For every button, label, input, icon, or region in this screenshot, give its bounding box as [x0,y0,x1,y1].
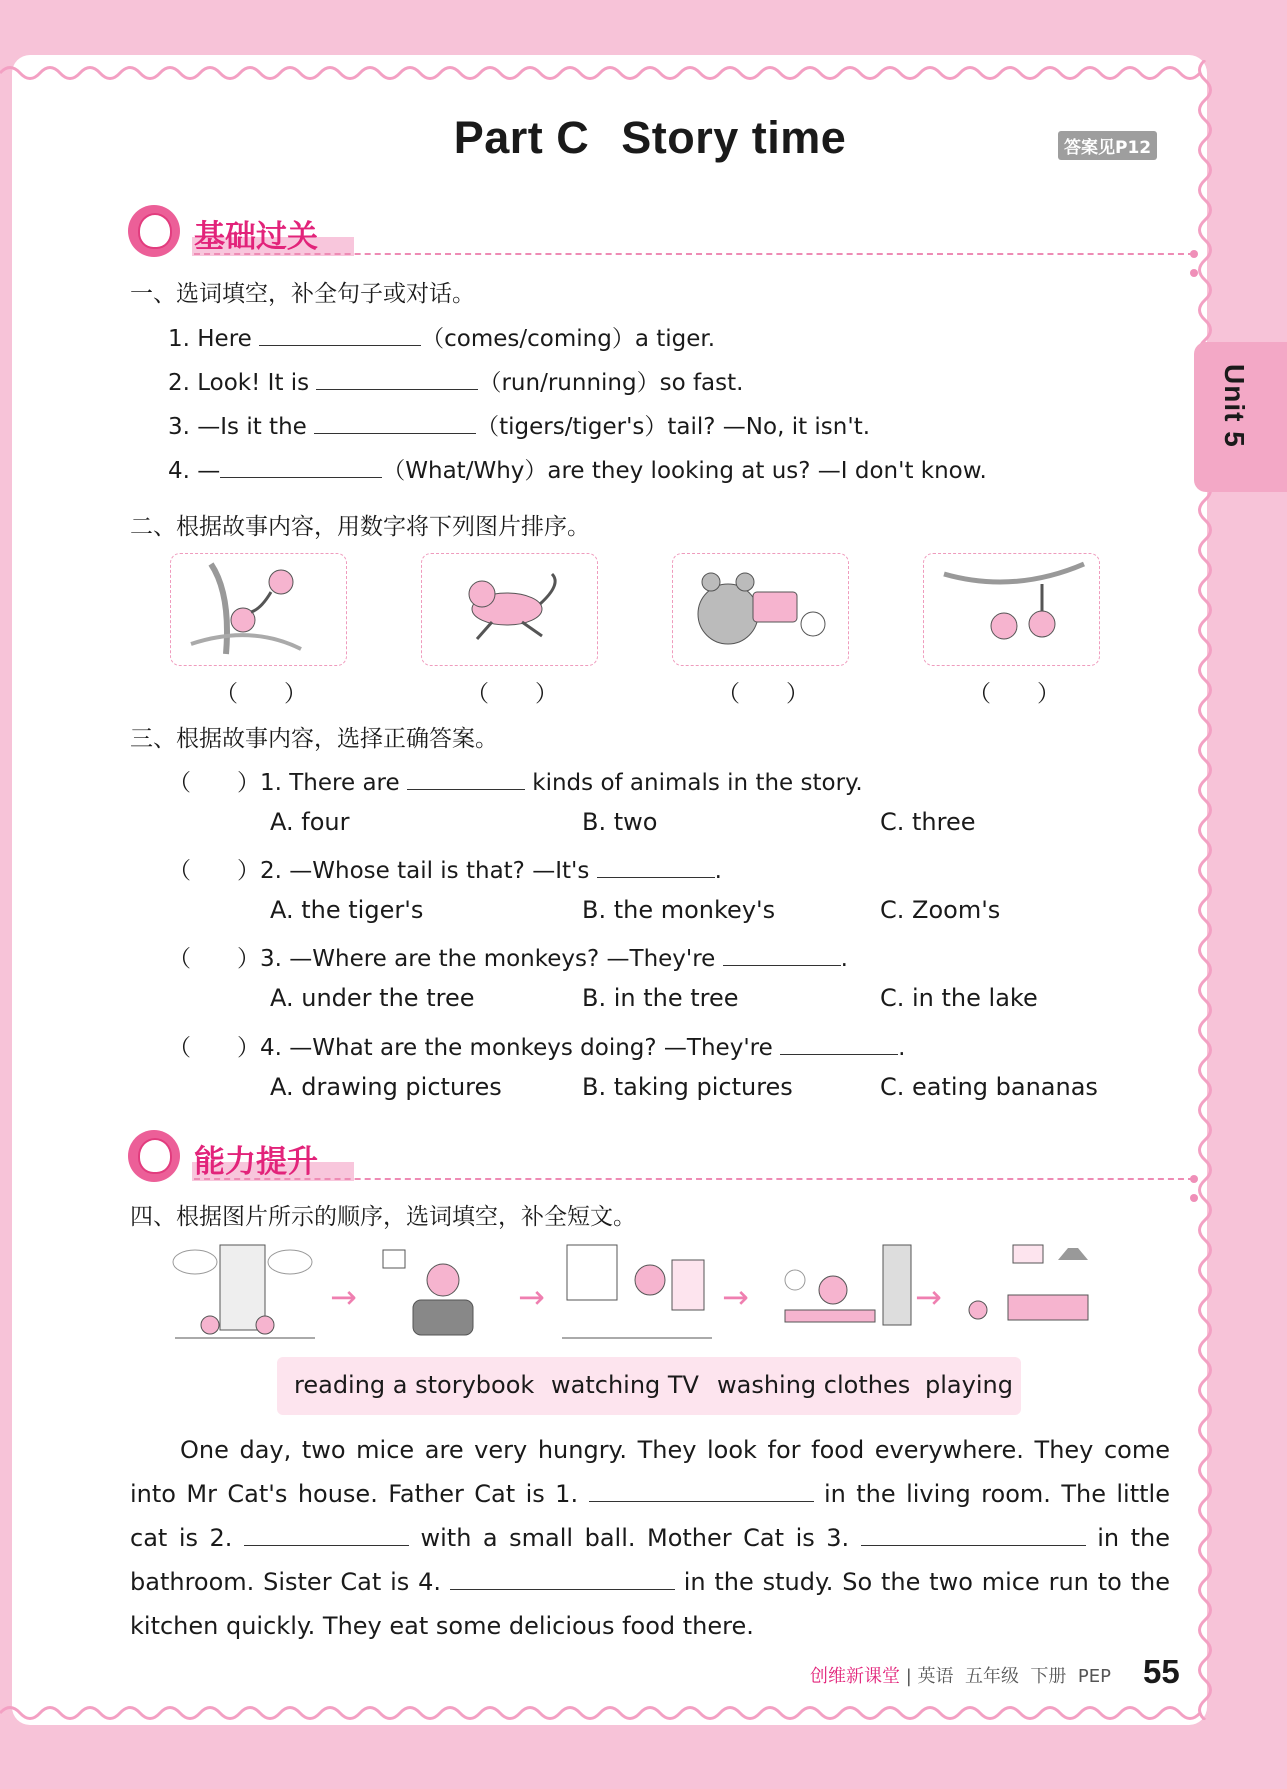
option-a: A. drawing pictures [270,1073,502,1101]
option-a: A. four [270,808,350,836]
option-c: C. in the lake [880,984,1038,1012]
question-stem-end: kinds of animals in the story. [532,770,863,796]
choice-paren[interactable]: （ ） [168,770,260,796]
part1-item-1 [168,320,715,353]
part4-heading: 四、根据图片所示的顺序，选词填空，补全短文。 [130,1204,636,1230]
wavy-border-right [1192,60,1218,1720]
mice-at-door-illustration [165,1240,320,1344]
title-story: Story time [621,112,847,163]
passage-text: in the study. So the two mice run to the kitchen quickly. They eat some delicious food there. [130,1568,1171,1640]
word-option: washing clothes [717,1371,911,1399]
option-a: A. the tiger's [270,896,424,924]
answer-blank[interactable] [259,323,421,346]
item-options: （run/running）so fast. [478,370,744,396]
story-picture-1 [170,553,347,666]
question-stem-end: . [714,858,722,884]
word-option: playing [925,1371,1013,1399]
wavy-border-top [0,60,1287,86]
divider-dots [1190,1168,1201,1206]
order-answer-4[interactable]: （ ） [968,681,1060,707]
part1-item-2 [168,364,743,397]
monkey-face-icon [128,205,180,257]
answer-blank-3[interactable] [861,1523,1086,1546]
option-b: B. two [582,808,658,836]
part3-question-4 [168,1029,905,1062]
section-header-basic [128,205,1173,257]
part3-heading: 三、根据故事内容，选择正确答案。 [130,726,498,752]
item-options: （comes/coming）a tiger. [421,326,716,352]
word-bank [277,1357,1021,1415]
section-divider [194,1178,1194,1180]
answer-blank[interactable] [723,943,841,966]
footer-info: 英语 五年级 下册 PEP [917,1666,1111,1687]
order-answer-2[interactable]: （ ） [466,681,558,707]
monkey-face-icon [128,1130,180,1182]
question-stem: 1. There are [260,770,400,796]
section-divider [194,253,1194,255]
section-header-advanced [128,1130,1173,1182]
option-a: A. under the tree [270,984,475,1012]
answer-blank[interactable] [407,767,525,790]
story-picture-2 [421,553,598,666]
word-option: watching TV [551,1371,699,1399]
choice-paren[interactable]: （ ） [168,858,260,884]
item-options: （tigers/tiger's）tail? —No, it isn't. [476,414,871,440]
arrow-icon: → [330,1278,357,1316]
order-answer-3[interactable]: （ ） [717,681,809,707]
monkeys-in-tree-illustration [924,554,1099,665]
choice-paren[interactable]: （ ） [168,1035,260,1061]
answer-blank[interactable] [220,455,382,478]
bear-with-camera-illustration [673,554,848,665]
question-stem: 3. —Where are the monkeys? —They're [260,946,716,972]
story-passage [130,1428,1170,1648]
sister-cat-reading-illustration [765,1240,915,1344]
passage-text: with a small ball. Mother Cat is 3. [420,1524,850,1552]
passage-text: One day, two mice are very hungry. They look for food everywhere. They come into Mr Cat's house. Father Cat is 1. [130,1436,1170,1508]
story-picture-3 [672,553,849,666]
question-stem: 4. —What are the monkeys doing? —They're [260,1035,773,1061]
wavy-border-bottom [0,1700,1287,1726]
option-c: C. three [880,808,976,836]
answer-blank[interactable] [314,411,476,434]
question-stem: 2. —Whose tail is that? —It's [260,858,590,884]
arrow-icon: → [518,1278,545,1316]
part3-question-2 [168,852,722,885]
part1-item-4 [168,452,987,485]
unit-tab-label: Unit 5 [1219,364,1250,448]
part2-heading: 二、根据故事内容，用数字将下列图片排序。 [130,514,590,540]
monkeys-hanging-illustration [171,554,346,665]
order-answer-1[interactable]: （ ） [215,681,307,707]
section-title-advanced: 能力提升 [192,1136,354,1181]
answer-reference-badge: 答案见P12 [1058,131,1157,160]
part1-heading: 一、选词填空，补全句子或对话。 [130,281,475,307]
answer-blank-2[interactable] [244,1523,409,1546]
part1-item-3 [168,408,870,441]
option-b: B. in the tree [582,984,739,1012]
passage-text: in the bathroom. Sister Cat is 4. [130,1524,1171,1596]
divider-dots [1190,243,1201,281]
father-cat-watching-tv-illustration [378,1240,508,1344]
answer-blank-4[interactable] [450,1567,675,1590]
question-stem-end: . [840,946,848,972]
arrow-icon: → [722,1278,749,1316]
footer [810,1662,1111,1688]
answer-blank[interactable] [597,855,715,878]
footer-brand: 创维新课堂 [810,1666,900,1687]
part3-question-1 [168,764,863,797]
arrow-icon: → [915,1278,942,1316]
part3-question-3 [168,940,848,973]
item-text: 1. Here [168,326,252,352]
section-title-basic: 基础过关 [192,211,354,256]
option-b: B. the monkey's [582,896,776,924]
option-c: C. Zoom's [880,896,1001,924]
answer-blank-1[interactable] [589,1479,814,1502]
answer-blank[interactable] [780,1032,898,1055]
passage-text: in the living room. The little cat is 2. [130,1480,1170,1552]
unit-tab [1194,342,1287,492]
item-options: （What/Why）are they looking at us? —I don't know. [382,458,987,484]
option-c: C. eating bananas [880,1073,1098,1101]
word-option: reading a storybook [294,1371,535,1399]
footer-separator: | [905,1666,912,1687]
choice-paren[interactable]: （ ） [168,946,260,972]
mother-cat-bathroom-illustration [562,1240,712,1344]
mice-in-kitchen-illustration [958,1240,1093,1344]
tiger-running-illustration [422,554,597,665]
answer-blank[interactable] [316,367,478,390]
question-stem-end: . [898,1035,906,1061]
page-number: 55 [1143,1653,1180,1690]
item-text: 4. — [168,458,221,484]
item-text: 2. Look! It is [168,370,310,396]
story-picture-4 [923,553,1100,666]
item-text: 3. —Is it the [168,414,307,440]
title-part: Part C [453,112,590,163]
option-b: B. taking pictures [582,1073,793,1101]
